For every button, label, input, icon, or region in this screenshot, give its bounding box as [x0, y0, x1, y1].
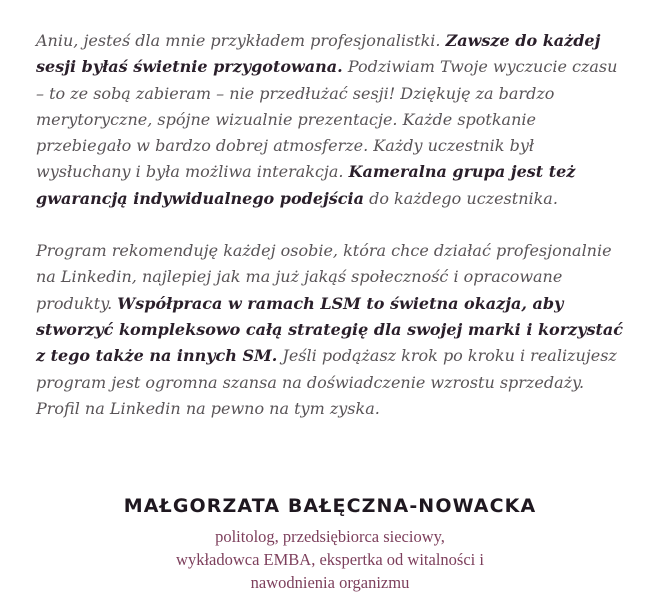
- paragraph-text: Aniu, jesteś dla mnie przykładem profesjonalistki.: [36, 31, 446, 50]
- author-title-line: wykładowca EMBA, ekspertka od witalności i: [176, 550, 484, 569]
- author-name: MAŁGORZATA BAŁĘCZNA-NOWACKA: [123, 495, 537, 517]
- paragraph-text: Jeśli podążasz krok po kroku i realizujesz program jest ogromna szansa na doświadczenie wzrostu sprzedaży. Profil na Linkedin na pewno na tym zyska.: [36, 346, 617, 418]
- testimonial-paragraph-2: [36, 238, 626, 422]
- author-title-line: nawodnienia organizmu: [250, 573, 410, 592]
- author-title: [0, 525, 660, 594]
- paragraph-text: Program rekomenduję każdej osobie, która chce działać profesjonalnie na Linkedin, najlepiej jak ma już jakąś społeczność i opracowane produkty.: [36, 241, 612, 313]
- author-block: [0, 493, 660, 594]
- paragraph-highlight: Zawsze do każdej sesji byłaś świetnie przygotowana.: [36, 31, 601, 77]
- paragraph-text: do każdego uczestnika.: [364, 188, 558, 208]
- paragraph-highlight: Współpraca w ramach LSM to świetna okazja, aby stworzyć kompleksowo całą strategię dla swojej marki i korzystać z tego także na innych SM.: [36, 293, 624, 366]
- testimonial-paragraph-1: [36, 28, 626, 212]
- paragraph-highlight: Kameralna grupa jest też gwarancją indywidualnego podejścia: [36, 162, 576, 208]
- author-title-line: politolog, przedsiębiorca sieciowy,: [215, 527, 445, 546]
- paragraph-text: Podziwiam Twoje wyczucie czasu – to ze sobą zabieram – nie przedłużać sesji! Dziękuję za bardzo merytoryczne, spójne wizualnie prezentacje. Każde spotkanie przebiegało w bardzo dobrej atmosferze. Każdy uczestnik był wysłuchany i była możliwa interakcja.: [36, 57, 618, 182]
- testimonial-quote: [36, 28, 626, 422]
